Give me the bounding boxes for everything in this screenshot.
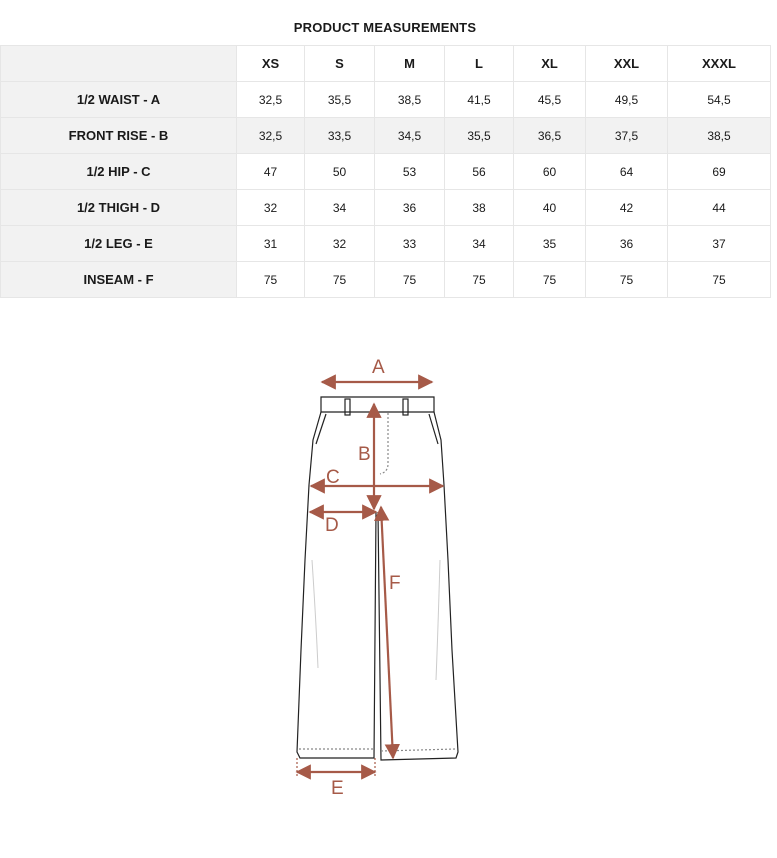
dim-f-line xyxy=(381,507,393,758)
table-cell: 38 xyxy=(445,190,514,226)
table-cell: 75 xyxy=(305,262,375,298)
table-cell: 69 xyxy=(668,154,771,190)
table-cell: 33 xyxy=(375,226,445,262)
table-cell: 54,5 xyxy=(668,82,771,118)
table-cell: 75 xyxy=(514,262,586,298)
row-label: 1/2 HIP - C xyxy=(1,154,237,190)
table-cell: 37,5 xyxy=(586,118,668,154)
size-header: XXL xyxy=(586,46,668,82)
table-cell: 35 xyxy=(514,226,586,262)
size-header: XS xyxy=(237,46,305,82)
table-cell: 75 xyxy=(586,262,668,298)
dim-f-label: F xyxy=(389,573,401,594)
table-cell: 42 xyxy=(586,190,668,226)
table-cell: 50 xyxy=(305,154,375,190)
table-row xyxy=(1,118,771,154)
table-cell: 36 xyxy=(375,190,445,226)
table-cell: 41,5 xyxy=(445,82,514,118)
row-label: INSEAM - F xyxy=(1,262,237,298)
size-header: L xyxy=(445,46,514,82)
right-crease-shading xyxy=(436,560,440,680)
size-header: XL xyxy=(514,46,586,82)
table-cell: 49,5 xyxy=(586,82,668,118)
row-label: 1/2 WAIST - A xyxy=(1,82,237,118)
left-pocket xyxy=(316,414,326,444)
size-header: XXXL xyxy=(668,46,771,82)
table-cell: 64 xyxy=(586,154,668,190)
dim-b-label: B xyxy=(358,444,371,465)
table-cell: 75 xyxy=(445,262,514,298)
table-cell: 44 xyxy=(668,190,771,226)
table-cell: 34 xyxy=(305,190,375,226)
size-header: M xyxy=(375,46,445,82)
table-cell: 32,5 xyxy=(237,82,305,118)
left-crease-shading xyxy=(312,560,318,668)
table-cell: 34 xyxy=(445,226,514,262)
table-cell: 35,5 xyxy=(305,82,375,118)
table-row xyxy=(1,262,771,298)
table-cell: 37 xyxy=(668,226,771,262)
table-cell: 32 xyxy=(237,190,305,226)
table-cell: 35,5 xyxy=(445,118,514,154)
table-cell: 75 xyxy=(375,262,445,298)
table-cell: 56 xyxy=(445,154,514,190)
table-cell: 34,5 xyxy=(375,118,445,154)
table-cell: 40 xyxy=(514,190,586,226)
table-header-row xyxy=(1,46,771,82)
table-cell: 36 xyxy=(586,226,668,262)
table-cell: 38,5 xyxy=(375,82,445,118)
table-cell: 33,5 xyxy=(305,118,375,154)
table-cell: 31 xyxy=(237,226,305,262)
fly-seam xyxy=(380,413,388,474)
table-cell: 75 xyxy=(668,262,771,298)
dim-c-label: C xyxy=(326,467,340,488)
dim-e-label: E xyxy=(331,778,344,799)
table-cell: 32,5 xyxy=(237,118,305,154)
pants-outline xyxy=(297,397,458,760)
table-row xyxy=(1,82,771,118)
pants-diagram xyxy=(0,340,777,820)
table-cell: 32 xyxy=(305,226,375,262)
dim-d-label: D xyxy=(325,515,339,536)
table-cell: 75 xyxy=(237,262,305,298)
table-row xyxy=(1,154,771,190)
waistband xyxy=(321,397,434,412)
row-label: FRONT RISE - B xyxy=(1,118,237,154)
table-cell: 60 xyxy=(514,154,586,190)
table-cell: 45,5 xyxy=(514,82,586,118)
table-row xyxy=(1,190,771,226)
size-header: S xyxy=(305,46,375,82)
table-cell: 53 xyxy=(375,154,445,190)
table-row xyxy=(1,226,771,262)
table-cell: 36,5 xyxy=(514,118,586,154)
measurements-table xyxy=(0,45,771,298)
right-pocket xyxy=(429,414,438,444)
row-label: 1/2 THIGH - D xyxy=(1,190,237,226)
table-cell: 38,5 xyxy=(668,118,771,154)
measurement-lines xyxy=(297,382,443,778)
row-label: 1/2 LEG - E xyxy=(1,226,237,262)
page-title: PRODUCT MEASUREMENTS xyxy=(293,20,477,35)
table-corner-cell xyxy=(1,46,237,82)
table-cell: 47 xyxy=(237,154,305,190)
dim-a-label: A xyxy=(372,357,385,378)
